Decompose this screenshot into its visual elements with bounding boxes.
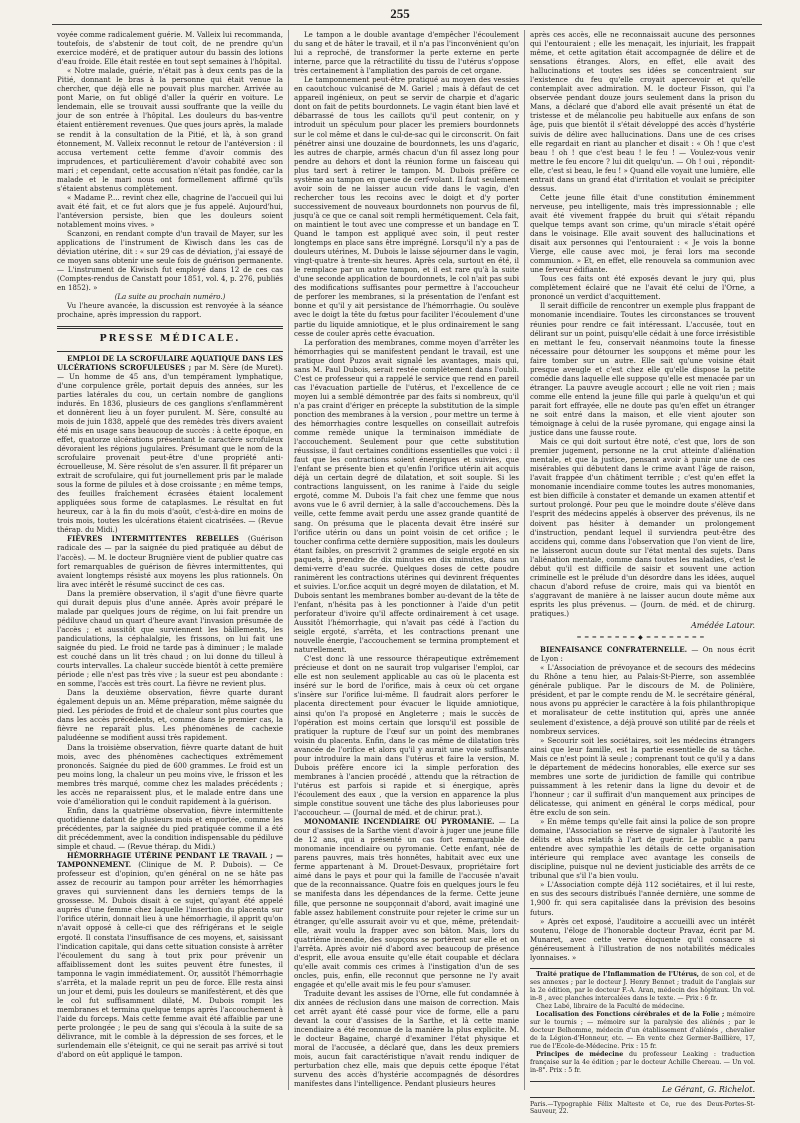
- article-hemorrhagie: [57, 851, 283, 1059]
- paragraph: Traduite devant les assises de l'Orne, elle fut condamnée à dix années de réclusion dans une maison de correction. Mais cet arrêt ayant été cassé pour vice de forme, elle a paru devant la cour d'assises de la Sarthe, et là cette manie incendiaire a été reconnue de la manière la plus explicite. M. le docteur Bagaine, chargé d'examiner l'état physique et moral de l'accusée, a déclaré que, dans les deux premiers mois, aucun fait caractéristique n'avait rendu indiquer de perturbation chez elle, mais que depuis cette époque l'état survenu des accès d'hystérie accompagnés de désordres manifestes dans l'intelligence. Pendant plusieurs heures: [294, 988, 519, 1089]
- article-emploi-scrofulaire: [57, 354, 283, 535]
- paragraph: Cette jeune fille était d'une constitution éminemment nerveuse, peu intelligente, mais très impressionnable ; elle avait été vivement frappée du bruit qui s'était répandu quelque temps avant son crime, qu'un miracle s'était opéré dans le voisinage. Elle avait souvent des hallucinations et disait aux personnes qui l'entouraient : « Je vois la bonne Vierge, elle cause avec moi, je ferai lors ma seconde communion. » Et, en effet, elle renouvela sa communion avec une ferveur édifiante.: [530, 192, 755, 275]
- paragraph: Le tamponnement peut-être pratiqué au moyen des vessies en caoutchouc vulcanisé de M. Gariel ; mais à défaut de cet appareil ingénieux, on peut se servir de charpie et d'agaric dont on fait de petits bourdonnets. Le vagin étant bien lavé et débarrassé de tous les caillots qu'il peut contenir, on y introduit un spéculum pour placer les premiers bourdonnets sur le col même et dans le cul-de-sac qui le circonscrit. On fait pénétrer ainsi une douzaine de bourdonnets, les uns d'agaric, les autres de charpie, armés chacun d'un fil assez long pour pendre au dehors et dont la réunion forme un faisceau qui plus tard sert à retirer le tampon. M. Dubois préfère ce système au tampon en queue de cerf-volant. Il faut seulement avoir soin de ne laisser aucun vide dans le vagin, d'en rechercher tous les recoins avec le doigt et d'y porter successivement de nouveaux bourdonnets non pourvus de fil, jusqu'à ce que ce canal soit rempli hermétiquement. Cela fait, on maintient le tout avec une compresse et un bandage en T. Quand le tampon est appliqué avec soin, il peut rester longtemps en place sans être imprégné. Lorsqu'il n'y a pas de douleurs utérines, M. Dubois le laisse séjourner dans le vagin, vingt-quatre à trente-six heures. Après cela, surtout en été, il le remplace par un autre tampon, et il est rare qu'à la suite d'une seconde application de bourdonnets, le col n'ait pas subi des modifications suffisantes pour permettre à l'accoucheur de perforer les membranes, si la présentation de l'enfant est bonne et qu'il y ait persistance de l'hémorrhagie. Ou soulève avec le doigt la tête du fœtus pour faciliter l'écoulement d'une partie du liquide amniotique, et le plus ordinairement le sang cesse de couler après cette évacuation.: [294, 75, 519, 338]
- article-heading: BIENFAISANCE CONFRATERNELLE.: [540, 645, 688, 655]
- gerant-signature: Le Gérant, G. Richelot.: [661, 1084, 755, 1094]
- article-columns: [52, 30, 762, 1116]
- footer-rule: [530, 1097, 755, 1098]
- article-bienfaisance: [530, 645, 755, 663]
- paragraph: Vu l'heure avancée, la discussion est renvoyée à la séance prochaine, après impression du rapport.: [57, 301, 283, 320]
- paragraph: La perforation des membranes, comme moyen d'arrêter les hémorrhagies qui se manifestent pendant le travail, est une pratique dont Puzos avait signalé les avantages, mais qui, sans M. Paul Dubois, serait restée complètement dans l'oubli. C'est ce professeur qui a rappelé le service que rend en pareil cas l'évacuation partielle de l'utérus, et l'excellence de ce moyen lui a semblé démontrée par des faits si nombreux, qu'il n'a pas craint d'ériger en précepte la substitution de la simple ponction des membranes à la version , pour mettre un terme à des hémorrhagies contre lesquelles on conseillait autrefois comme remède unique la terminaison immédiate de l'accouchement. Seulement pour que cette substitution réussisse, il faut certaines conditions essentielles que voici : il faut que les contractions soient énergiques et suivies, que l'enfant se présente bien et qu'enfin l'orifice utérin ait acquis déjà un certain degré de dilatation, et soit souple. Si les contractions languissent, on les ranime à l'aide du seigle ergoté, comme M. Dubois l'a fait chez une femme que nous avons vue le 6 avril dernier, à la salle d'accouchemens. Dès la veille, cette femme avait perdu une assez grande quantité de sang. On présuma que le placenta devait être inséré sur l'orifice utérin ou dans un point voisin de cet orifice ; le toucher confirma cette dernière supposition, mais les douleurs étant faibles, on prescrivit 2 grammes de seigle ergoté en six paquets, à prendre de dix minutes en dix minutes, dans un demi-verre d'eau sucrée. Quelques doses de cette poudre ranimèrent les contractions utérines qui devinrent fréquentes et suivies. L'or.fice acquit un degré moyen de dilatation, et M. Dubois sentant les membranes bomber au-devant de la tête de l'enfant, n'hésita pas à les ponctionner à l'aide d'un petit perforateur d'ivoire qu'il affecte ordinairement à cet usage. Aussitôt l'hémorrhagie, qui n'avait pas cédé à l'action du seigle ergoté, s'arrêta, et les contractions prenant une nouvelle énergie, l'accouchement se termina promptement et naturellement.: [294, 337, 519, 655]
- section-divider: [57, 351, 283, 352]
- bib-entry: [530, 971, 755, 1003]
- paragraph: après ces accès, elle ne reconnaissait aucune des personnes qui l'entouraient ; elle les menaçait, les injuriait, les frappait même, et cette agitation était accompagnée de délire et de sensations étranges. Alors, en effet, elle avait des hallucinations et toutes ses idées se concentraient sur l'existence du feu qu'elle croyait apercevoir et qu'elle contemplait avec admiration. M. le docteur Fisson, qui l'a observée pendant douze jours seulement dans la prison du Mans, a déclaré que d'abord elle avait présenté un état de tristesse et de mélancolie peu habituelle aux enfans de son âge, puis que bientôt il s'était développé des accès d'hystérie suivis de délire avec hallucinations. Dans une de ces crises elle regardait en riant au plancher et disait : « Oh ! que c'est beau ! oh ! que c'est beau ! le feu ! — Voulez-vous venir mettre le feu encore ? lui dit quelqu'un. — Oh ! oui , répondit-elle, c'est si beau, le feu ! » Quand elle voyait une lumière, elle entrait dans un grand état d'irritation et voulait se précipiter dessus.: [530, 30, 755, 193]
- section-divider: [57, 326, 283, 329]
- paragraph: « L'Association de prévoyance et de secours des médecins du Rhône a tenu hier, au Palais-St-Pierre, son assemblée générale publique. Par le discours de M. de Polinière, président, et par le compte rendu de M. le secrétaire général, nous avons pu apprécier le caractère à la fois philanthropique et moralisateur de cette institution qui, après une année seulement d'existence, a déjà prouvé son utilité par de réels et nombreux services.: [530, 663, 755, 736]
- bib-title: Traité pratique de l'Inflammation de l'Utérus,: [536, 970, 699, 978]
- paragraph: Enfin, dans la quatrième observation, fièvre intermittente quotidienne datant de plusieurs mois et emportée, comme les précédentes, par la saignée du pied pratiquée comme il a été dit précédemment, avec la condition indispensable du pédiluve simple et chaud. — (Revue thérap. du Midi.): [57, 805, 283, 852]
- article-body: — On nous écrit de Lyon :: [530, 645, 755, 664]
- ornamental-divider: ━━━━━━━━◆━━━━━━━━: [577, 634, 708, 642]
- article-heading: HÉMORRHAGIE UTÉRINE PENDANT LE TRAVAIL ; — TAMPONNEMENT.: [57, 851, 283, 870]
- bib-body: du professeur Leaking : traduction française sur la 4e édition ; par le docteur Achille Chereau. — Un vol. in-8°. Prix : 5 fr.: [530, 1050, 755, 1074]
- paragraph: » Après cet exposé, l'auditoire a accueilli avec un intérêt soutenu, l'éloge de l'honorable docteur Pravaz, écrit par M. Munaret, avec cette verve éloquente qu'il consacre si généreusement à l'illustration de nos notabilités médicales lyonnaises. »: [530, 916, 755, 962]
- bib-entry: [530, 1051, 755, 1075]
- paragraph: Le tampon a le double avantage d'empêcher l'écoulement du sang et de hâter le travail, et il n'a pas l'inconvénient qu'on lui a reproché, de transformer la perte externe en perte interne, parce que la rétractilité du tissu de l'utérus s'oppose très certainement à l'ampliation des parois de cet organe.: [294, 30, 519, 76]
- paragraph: Mais ce qui doit surtout être noté, c'est que, lors de son premier jugement, personne ne la crut atteinte d'aliénation mentale, et que la justice, pensant avoir à punir une de ces misérables qui débutent dans le crime avant l'âge de raison, l'avait frappée d'un châtiment terrible ; c'est qu'en effet la monomanie incendiaire comme toutes les autres monomanies, est bien difficile à constater et demande un examen attentif et surtout prolongé. Pour peu que le moindre doute s'élève dans l'esprit des médecins appelés à observer des prévenus, ils ne doivent pas hésiter à demander un prolongement d'instruction, pendant lequel il surviendra peut-être des accidens qui, comme dans l'observation que l'on vient de lire, ne laisseront aucun doute sur l'état mental des sujets. Dans l'aliénation mentale, comme dans toutes les maladies, c'est le début qu'il est difficile de saisir et souvent une action criminelle est le prélude d'un désordre dans les idées, auquel chacun d'abord refuse de croire, mais qui va bientôt en s'aggravant de manière à ne laisser aucun doute même aux esprits les plus prévenus. — (Journ. de méd. et de chirurg. pratiques.): [530, 437, 755, 618]
- column-2: [288, 30, 524, 1090]
- article-heading: MONOMANIE INCENDIAIRE OU PYROMANIE.: [304, 817, 495, 827]
- section-title-presse-medicale: PRESSE MÉDICALE.: [99, 332, 241, 344]
- paragraph: Dans la troisième observation, fièvre quarte datant de huit mois, avec des phénomènes cachectiques extrêmement prononcés. Saignée du pied de 600 grammes. Le froid est un peu moins long, la chaleur un peu moins vive, le frisson et les membres très marqué, comme chez les malades précédents ; les accès ne reparaissent plus, et le malade entre dans une voie d'amélioration qui le conduit rapidement à la guérison.: [57, 742, 283, 806]
- bib-entry: [530, 1011, 755, 1051]
- paragraph: voyée comme radicalement guérie. M. Valleix lui recommanda, toutefois, de s'abstenir de tout coït, de ne prendre qu'un exercice modéré, et de pratiquer autour du bassin des lotions d'eau froide. Elle était restée en tout sept semaines à l'hôpital.: [57, 30, 283, 67]
- article-monomanie: [294, 817, 519, 989]
- paragraph: Il serait difficile de rencontrer un exemple plus frappant de monomanie incendiaire. Toutes les circonstances se trouvent réunies pour rendre ce fait intéressant. L'accusée, tout en délirant sur un point, puisqu'elle cédait à une force irrésistible en mettant le feu, conservait néanmoins toute la finesse nécessaire pour détourner les soupçons et même pour les faire tomber sur un autre. Elle sait qu'une voisine était presque aveugle et c'est chez elle qu'elle dispose la petite comédie dans laquelle elle suppose qu'elle est menacée par un étranger. La pauvre aveugle accourt ; elle ne voit rien ; mais comme elle entend la jeune fille qui parle à quelqu'un et qui parait fort effrayée, elle ne doute pas qu'en effet un étranger ne soit entré dans la maison, et elle vient ajouter son témoignage à celui de la rusée pyromane, qui engage ainsi la justice dans une fausse route.: [530, 301, 755, 438]
- paragraph: « Madame P.... revint chez elle, chagrine de l'accueil qui lui avait été fait, et ce fut alors que je fus appelé. Aujourd'hui, l'antéversion persiste, bien que les douleurs soient notablement moins vives. »: [57, 192, 283, 229]
- paragraph: Dans la deuxième observation, fièvre quarte durant également depuis un an. Même préparation, même saignée du pied. Les périodes de froid et de chaleur sont plus courtes que dans les accès précédents, et, comme dans le premier cas, la fièvre ne reparaît plus. Les phénomènes de cachexie paludéenne se modifient aussi très rapidement.: [57, 688, 283, 743]
- article-fievres: [57, 534, 283, 588]
- bib-title: Localisation des Fonctions cérébrales et de la Folie ;: [536, 1010, 725, 1018]
- printer-imprint: Paris.—Typographie Félix Malteste et Ce, rue des Deux-Portes-St-Sauveur, 22.: [530, 1100, 755, 1116]
- article-body: (Guérison radicale des — par la saignée du pied pratiquée au début de l'accès). — M. le docteur Brugnière vient de publier quatre cas fort remarquables de guérison de fièvres intermittentes, qui avaient longtemps résisté aux moyens les plus rationnels. On lira avec intérêt le résumé succinct de ces cas.: [57, 534, 283, 589]
- article-heading: EMPLOI DE LA SCROFULAIRE AQUATIQUE DANS LES ULCÉRATIONS SCROFULEUSES ;: [57, 353, 283, 372]
- paragraph: » Secourir soit les sociétaires, soit les médecins étrangers ainsi que leur famille, est la partie essentielle de sa tâche. Mais ce n'est point là seule ; comprenant tout ce qu'il y a dans le département de médecins honorables, elle exerce sur ses membres une sorte de juridiction de famille qui contribue puissamment à les retenir dans la ligne du devoir et de l'honneur ; car il suffirait d'un manquement aux principes de délicatesse, qui animent en général le corps médical, pour être exclu de son sein.: [530, 735, 755, 817]
- paragraph: C'est donc là une ressource thérapeutique extrêmement précieuse et dont on ne saurait trop vulgariser l'emploi, car elle est non seulement applicable au cas où le placenta est inséré sur le bord de l'orifice, mais à ceux où cet organe s'insère sur l'orifice lui-même. Il faudrait alors perforer le placenta directement pour évacuer le liquide amniotique, ainsi qu'on l'a proposé en Angleterre ; mais le succès de l'opération est moins certain que lorsqu'il est possible de pratiquer la rupture de l'œuf sur un point des membranes voisin du placenta. Enfin, dans le cas même de dilatation très avancée de l'orifice et alors qu'il y aurait une voie suffisante pour introduire la main dans l'utérus et faire la version, M. Dubois préfère encore ici la simple perforation des membranes à l'ancien procédé , attendu que la rétraction de l'utérus est parfois si rapide et si énergique, après l'écoulement des eaux , que la version en apparence la plus simple constitue souvent une tâche des plus laborieuses pour l'accoucheur. — (Journal de méd. et de chirur. prat.).: [294, 654, 519, 818]
- paragraph: Dans la première observation, il s'agit d'une fièvre quarte qui durait depuis plus d'une année. Après avoir préparé le malade par quelques jours de régime, on lui fait prendre un pédiluve chaud un quart d'heure avant l'invasion présumée de l'accès ; et aussitôt que surviennent les bâillements, les pandiculations, la céphalalgie, les frissons, on lui fait une saignée du pied. Le froid ne tarde pas à diminuer ; le malade est couché dans un lit très chaud ; on lui donne du tilleul à courts intervalles. La chaleur succède bientôt à cette première période ; elle n'est pas très vive ; la sueur est peu abondante : en somme, l'accès est très court. La fièvre ne revient plus.: [57, 588, 283, 689]
- header-rule: [52, 24, 762, 25]
- article-body: par M. Sère (de Muret). — Un homme de 45 ans, d'un tempérament lymphatique, d'une corpulence grêle, portait depuis des années, sur les parties latérales du cou, un certain nombre de ganglions indurés. En 1836, plusieurs de ces ganglions s'enflammèrent et donnèrent lieu à un foyer purulent. M. Sère, consulté au mois de juin 1838, appelé que des remèdes très divers avaient été mis en usage sans beaucoup de succès : à cette époque, en effet, quatorze ulcérations présentant le caractère scrofuleux dévoraient les régions jugulaires. Présumant que le nom de la scrofulaire provenait peut-être d'une propriété anti-écrouelleuse, M. Sère résolut de s'en assurer. Il fit préparer un extrait de scrofulaire, qui fut journellement pris par le malade sous la forme de pilules et à dose croissante ; en même temps, des feuilles fraîchement écrasées étaient localement appliquées sous forme de cataplasmes. Le résultat en fut heureux, car à la fin du mois d'août, c'est-à-dire en moins de trois mois, toutes les ulcérations étaient cicatrisées. — (Revue thérap. du Midi.): [57, 362, 283, 535]
- article-body: — La cour d'assises de la Sarthe vient d'avoir à juger une jeune fille de 12 ans, qui a présenté un cas fort remarquable de monomanie incendiaire ou pyromanie. Cette enfant, née de parens pauvres, mais très honnêtes, habitait avec eux une ferme appartenant à M. Drouet-Desvaux, propriétaire fort aimé dans le pays et pour qui la famille de l'accusée n'avait que de la reconnaissance. Quatre fois en quelques jours le feu se manifesta dans les dépendances de la ferme. Cette jeune fille, que personne ne soupçonnait d'abord, avait imaginé une fable assez habilement construite pour rejeter le crime sur un étranger, qu'elle assurait avoir vu et que, même, prétendait-elle, avait voulu la frapper avec son bâton. Mais, lors du quatrième incendie, des soupçons se portèrent sur elle et on l'arrêta. Après avoir nié d'abord avec beaucoup de présence d'esprit, elle avoua ensuite qu'elle était coupable et déclara qu'elle avait commis ces crimes à l'instigation d'un de ses oncles, puis, enfin, elle reconnut que personne ne l'y avait engagée et qu'elle avait mis le feu pour s'amuser.: [294, 817, 519, 989]
- author-signature: Amédée Latour.: [691, 621, 755, 631]
- page-number: 255: [390, 6, 410, 21]
- paragraph: « Notre malade, guérie, n'était pas à deux cents pas de la Pitié, donnant le bras à la personne qui était venue la chercher, que déjà elle ne pouvait plus marcher. Arrivée au pont Marie, on fut obligé d'aller la quérir en voiture. Le lendemain, elle se trouvait aussi souffrante que la veille du jour de son entrée à l'hôpital. Les douleurs du bas-ventre étaient entièrement revenues. Que ques jours après, la malade se rendit à la consultation de la Pitié, et là, à son grand étonnement, M. Valleix reconnut le retour de l'antéversion : il accusa vertement cette femme d'avoir commis des imprudences, et particulièrement d'avoir cohabité avec son mari ; et cependant, cette accusation n'était pas fondée, car la malade et le mari nous ont formellement affirmé qu'ils s'étaient abstenus complètement.: [57, 66, 283, 193]
- column-1: [52, 30, 288, 1090]
- article-body: (Clinique de M. P. Dubois). — Ce professeur est d'opinion, qu'en général on ne se hâte pas assez de recourir au tampon pour arrêter les hémorrhagies graves qui surviennent dans les derniers temps de la grossesse. M. Dubois disait à ce sujet, qu'ayant été appelé auprès d'une femme chez laquelle l'insertion du placenta sur l'orifice utérin, donnait lieu à une hémorrhagie, il apprit qu'on n'avait opposé à celle-ci que des réfrigérans et le seigle ergoté. Il constata l'insuffisance de ces moyens, et, saisissant l'indication capitale, qui dans cette situation consiste à arrêter l'écoulement du sang à tout prix pour prévenir un affaiblissement dont les suites peuvent être funestes, il tamponna le vagin immédiatement. Or, aussitôt l'hémorrhagie s'arrêta, et la malade reprit un peu de force. Elle resta ainsi un jour et demi, puis les douleurs se manifestèrent, et dès que le col fut suffisamment dilaté, M. Dubois rompit les membranes et termina quelque temps après l'accouchement à l'aide du forceps. Mais cette femme avait été affaiblie par une perte prolongée ; le peu de sang qui s'écoula à la suite de sa délivrance, mit le comble à la dépression de ses forces, et le surlendemain elle s'éteignit, ce qui ne serait pas arrivé si tout d'abord on eût appliqué le tampon.: [57, 860, 283, 1060]
- bibliography: [530, 971, 755, 1075]
- continuation-note: (La suite au prochain numéro.): [114, 292, 226, 302]
- section-divider: [530, 968, 755, 969]
- bib-title: Principes de médecine: [536, 1050, 624, 1058]
- section-divider: [530, 1081, 755, 1082]
- article-heading: FIÈVRES INTERMITTENTES REBELLES: [67, 534, 239, 544]
- paragraph: » L'Association compte déjà 112 sociétaires, et il lui reste, en sus des secours distribués l'année dernière, une somme de 1,900 fr. qui sera capitalisée dans la prévision des besoins futurs.: [530, 880, 755, 917]
- paragraph: Scanzoni, en rendant compte d'un travail de Mayer, sur les applications de l'instrument de Kiwisch dans les cas de déviation utérine, dit : « sur 29 cas de déviation, j'ai essayé de ce moyen sans obtenir une seule fois de guérison permanente. — L'instrument de Kiwisch fut employé dans 12 de ces cas (Comptes-rendus de Canstatt pour 1851, vol. 4, p. 276, publiés en 1852). »: [57, 229, 283, 293]
- column-3: [524, 30, 760, 1116]
- bib-body: mémoire sur le tournis ; — mémoire sur la paralysie des aliénés ; par le docteur Belhomme, médecin d'un établissement d'aliénés , chevalier de la Légion-d'Honneur, etc. — En vente chez Germer-Baillière, 17, rue de l'Ecole-de-Médecine. Prix : 15 fr.: [530, 1010, 755, 1050]
- bib-body: de son col, et de ses annexes ; par le docteur J. Henry Bennet ; traduit de l'anglais sur la 2e édition, par le docteur F.-A. Aran, médecin des hôpitaux. Un vol. in-8 , avec planches intercalées dans le texte. — Prix : 6 fr.: [530, 970, 755, 1002]
- paragraph: » En même temps qu'elle fait ainsi la police de son propre domaine, l'Association se réserve de signaler à l'autorité les délits et abus relatifs à l'art de guérir. Le public a paru entendre avec sympathie les détails de cette organisation intérieure qui remplace avec avantage les conseils de discipline, puisque nul ne devient justiciable des arrêts de ce tribunal que s'il l'a bien voulu.: [530, 817, 755, 881]
- bib-publisher: Chez Labé, libraire de la Faculté de médecine.: [536, 1002, 685, 1010]
- paragraph: Tous ces faits ont été exposés devant le jury qui, plus complètement éclairé que ne l'avait été celui de l'Orne, a prononcé un verdict d'acquittement.: [530, 274, 755, 302]
